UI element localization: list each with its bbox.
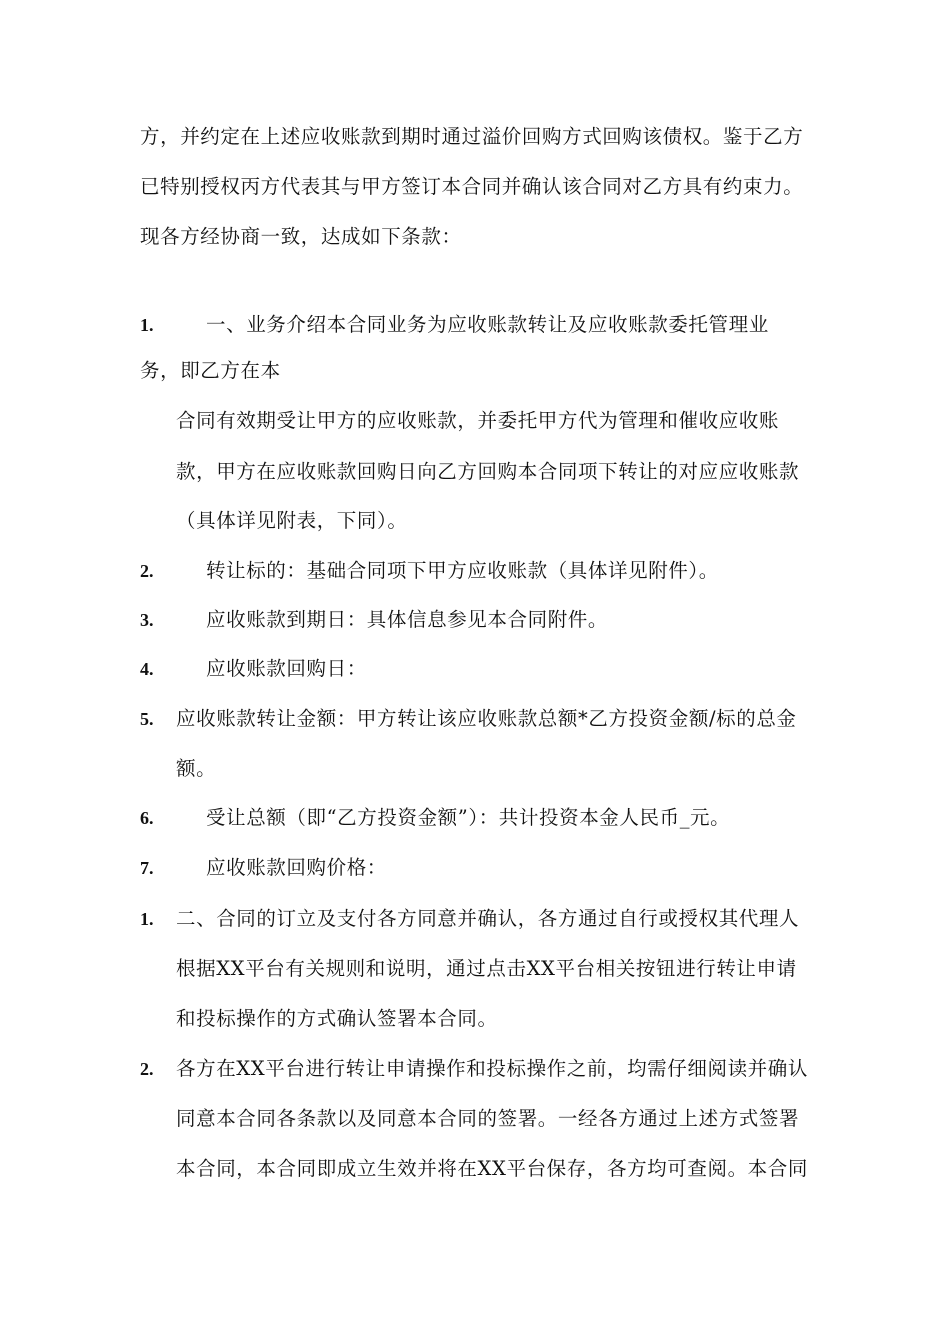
clause-text: 本合同，本合同即成立生效并将在XX平台保存，各方均可查阅。本合同 bbox=[176, 1157, 808, 1180]
clause-text: 额。 bbox=[176, 757, 217, 780]
clause-text: 应收账款回购价格： bbox=[206, 856, 387, 879]
clause-text: （具体详见附表，下同）。 bbox=[176, 509, 408, 532]
clause-number: 2. bbox=[140, 1059, 154, 1079]
clause-text: 各方在XX平台进行转让申请操作和投标操作之前，均需仔细阅读并确认 bbox=[176, 1057, 808, 1080]
clause-number: 1. bbox=[140, 315, 154, 335]
intro-line-2: 已特别授权丙方代表其与甲方签订本合同并确认该合同对乙方具有约束力。 bbox=[140, 175, 804, 198]
clause-text: 受让总额（即“乙方投资金额”）：共计投资本金人民币_元。 bbox=[206, 806, 731, 829]
clause-text: 一、业务介绍本合同业务为应收账款转让及应收账款委托管理业 bbox=[206, 313, 769, 336]
clause-text: 款，甲方在应收账款回购日向乙方回购本合同项下转让的对应应收账款 bbox=[176, 460, 800, 483]
clause-number: 1. bbox=[140, 909, 154, 929]
clause-number: 6. bbox=[140, 808, 154, 828]
intro-line-1: 方，并约定在上述应收账款到期时通过溢价回购方式回购该债权。鉴于乙方 bbox=[140, 125, 804, 148]
clause-text: 应收账款转让金额：甲方转让该应收账款总额*乙方投资金额/标的总金 bbox=[176, 707, 797, 730]
clause-text: 应收账款到期日：具体信息参见本合同附件。 bbox=[206, 608, 609, 631]
clause-text: 根据XX平台有关规则和说明，通过点击XX平台相关按钮进行转让申请 bbox=[176, 957, 797, 980]
clause-number: 4. bbox=[140, 659, 154, 679]
clause-number: 7. bbox=[140, 858, 154, 878]
clause-text: 应收账款回购日： bbox=[206, 657, 367, 680]
clause-number: 2. bbox=[140, 561, 154, 581]
clause-number: 5. bbox=[140, 709, 154, 729]
clause-text: 同意本合同各条款以及同意本合同的签署。一经各方通过上述方式签署 bbox=[176, 1107, 800, 1130]
intro-line-3: 现各方经协商一致，达成如下条款： bbox=[140, 225, 462, 248]
clause-text: 转让标的：基础合同项下甲方应收账款（具体详见附件）。 bbox=[206, 559, 719, 582]
clause-number: 3. bbox=[140, 610, 154, 630]
clause-text: 和投标操作的方式确认签署本合同。 bbox=[176, 1007, 498, 1030]
clause-text: 合同有效期受让甲方的应收账款，并委托甲方代为管理和催收应收账 bbox=[176, 409, 780, 432]
clause-text: 务，即乙方在本 bbox=[140, 359, 281, 382]
clause-text: 二、合同的订立及支付各方同意并确认，各方通过自行或授权其代理人 bbox=[176, 907, 800, 930]
